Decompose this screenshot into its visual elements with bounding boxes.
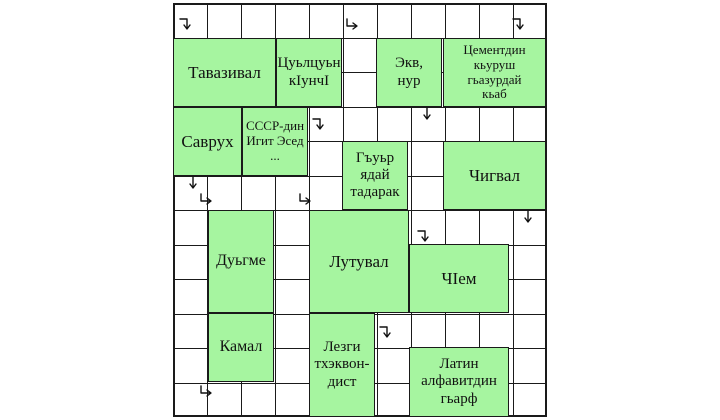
- arrow-right-then-down-icon: [416, 229, 430, 243]
- clue-tavazival: Тавазивал: [173, 38, 276, 107]
- arrow-down-then-right-icon: [199, 384, 213, 398]
- arrow-down-then-right-icon: [298, 192, 312, 206]
- clue-gyur: Гъуьр ядай тадарак: [342, 141, 408, 210]
- clue-dugme: Дуьгме: [208, 210, 274, 313]
- clue-ekv: Экв, нур: [376, 38, 442, 107]
- arrow-right-then-down-icon: [378, 325, 392, 339]
- arrow-down-then-right-icon: [199, 192, 213, 206]
- clue-sssr: СССР-дин Игит Эсед ...: [242, 107, 308, 176]
- clue-chigval: Чигвал: [443, 141, 546, 210]
- clue-chiem: ЧIем: [409, 244, 509, 313]
- arrow-down-then-right-icon: [345, 17, 359, 31]
- arrow-down-icon: [186, 176, 200, 190]
- crossword-board: [173, 3, 547, 417]
- arrow-down-icon: [521, 210, 535, 224]
- clue-lutuval: Лутувал: [309, 210, 409, 313]
- clue-kamal: Камал: [208, 313, 274, 382]
- clue-savrukh: Саврух: [173, 107, 242, 176]
- clue-lezgi: Лезги тхэквон- дист: [309, 313, 375, 417]
- arrow-right-then-down-icon: [511, 17, 525, 31]
- clue-latin: Латин алфавитдин гьарф: [409, 347, 509, 417]
- arrow-down-icon: [420, 107, 434, 121]
- arrow-right-then-down-icon: [311, 117, 325, 131]
- arrow-right-then-down-icon: [178, 17, 192, 31]
- clue-cement: Цементдин кьуруш гьазурдай кьаб: [443, 38, 546, 107]
- clue-tsults: Цуьлцуьн кIунчI: [276, 38, 342, 107]
